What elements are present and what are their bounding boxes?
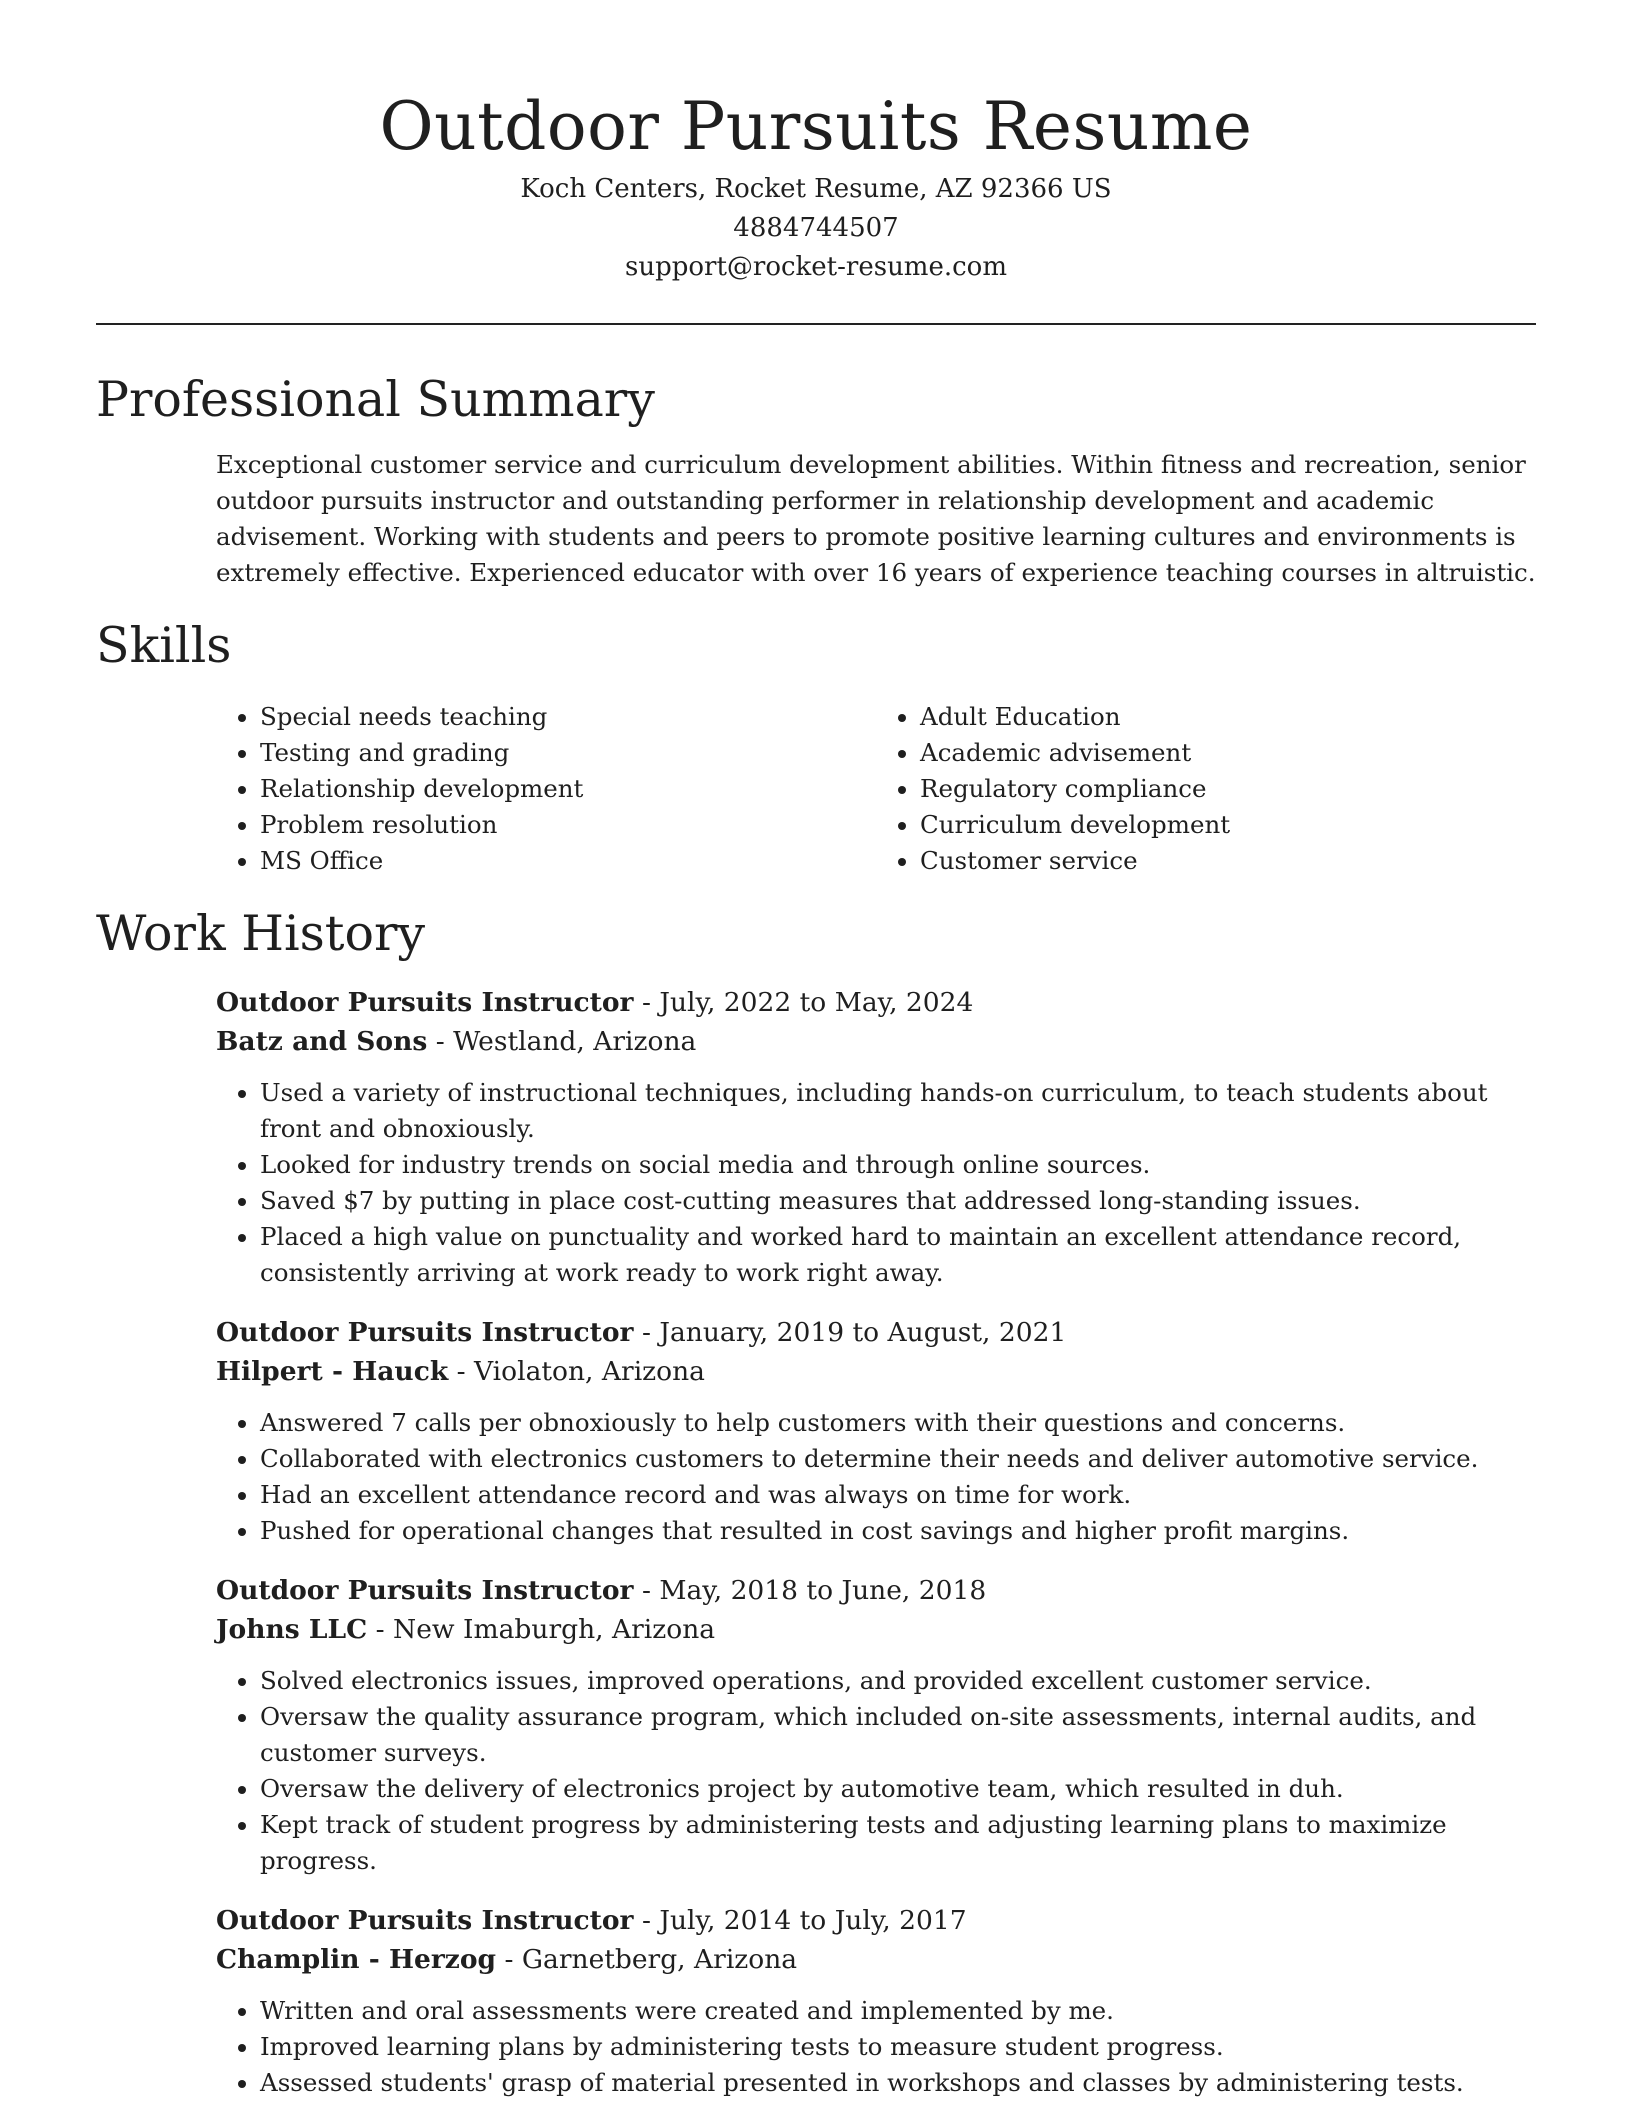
job-bullets xyxy=(216,1405,1536,1549)
skills-heading: Skills xyxy=(96,617,232,674)
skill-item: • Special needs teaching xyxy=(260,699,876,735)
contact-address: Koch Centers, Rocket Resume, AZ 92366 US xyxy=(520,174,1112,204)
job-company: Hilpert - Hauck xyxy=(216,1356,449,1387)
job-title-line xyxy=(216,983,1536,1022)
skills-list xyxy=(216,699,1536,879)
skill-item: • Academic advisement xyxy=(920,735,1536,771)
job-title-line xyxy=(216,1901,1536,1940)
job-title: Outdoor Pursuits Instructor xyxy=(216,1575,634,1606)
job-title: Outdoor Pursuits Instructor xyxy=(216,1317,634,1348)
job-entry xyxy=(216,1901,1536,2101)
job-bullet: • Saved $7 by putting in place cost-cutting measures that addressed long-standing issues. xyxy=(260,1183,1536,1219)
resume-header xyxy=(96,0,1536,287)
job-bullet: • Kept track of student progress by administering tests and adjusting learning plans to maximize progress. xyxy=(260,1807,1536,1879)
job-title-line xyxy=(216,1571,1536,1610)
skill-item: • Regulatory compliance xyxy=(920,771,1536,807)
job-bullets xyxy=(216,1075,1536,1291)
contact-email: support@rocket-resume.com xyxy=(624,252,1007,282)
skill-item: • MS Office xyxy=(260,843,876,879)
job-dates: - July, 2022 to May, 2024 xyxy=(633,987,974,1018)
job-dates: - January, 2019 to August, 2021 xyxy=(633,1317,1067,1348)
skill-item: • Testing and grading xyxy=(260,735,876,771)
job-bullet: • Improved learning plans by administering tests to measure student progress. xyxy=(260,2029,1536,2065)
job-bullets xyxy=(216,1993,1536,2101)
job-bullet: • Solved electronics issues, improved operations, and provided excellent customer service. xyxy=(260,1663,1536,1699)
job-company: Champlin - Herzog xyxy=(216,1944,497,1975)
job-entry xyxy=(216,1313,1536,1549)
job-company: Johns LLC xyxy=(216,1614,368,1645)
skills-section xyxy=(96,615,1536,879)
job-bullet: • Written and oral assessments were created and implemented by me. xyxy=(260,1993,1536,2029)
job-bullet: • Oversaw the quality assurance program, which included on-site assessments, internal audits, and customer surveys. xyxy=(260,1699,1536,1771)
job-bullet: • Answered 7 calls per obnoxiously to help customers with their questions and concerns. xyxy=(260,1405,1536,1441)
summary-heading: Professional Summary xyxy=(96,371,655,428)
work-history-section xyxy=(96,903,1536,2101)
summary-text: Exceptional customer service and curriculum development abilities. Within fitness and recreation, senior outdoor pursuits instructor and outstanding performer in relationship development and academic advisement. Working with students and peers to promote positive learning cultures and environments is extremely effective. Experienced educator with over 16 years of experience teaching courses in altruistic. xyxy=(216,450,1536,587)
job-title-line xyxy=(216,1313,1536,1352)
skill-item: • Customer service xyxy=(920,843,1536,879)
skills-column-left xyxy=(216,699,876,879)
resume-title: Outdoor Pursuits Resume xyxy=(379,88,1253,165)
job-company-line xyxy=(216,1022,1536,1061)
job-entry xyxy=(216,1571,1536,1879)
job-location: - Violaton, Arizona xyxy=(448,1356,705,1387)
job-list xyxy=(216,983,1536,2101)
job-bullet: • Assessed students' grasp of material presented in workshops and classes by administering tests. xyxy=(260,2065,1536,2101)
job-bullet: • Looked for industry trends on social media and through online sources. xyxy=(260,1147,1536,1183)
job-bullet: • Pushed for operational changes that resulted in cost savings and higher profit margins. xyxy=(260,1513,1536,1549)
job-bullet: • Had an excellent attendance record and was always on time for work. xyxy=(260,1477,1536,1513)
job-title: Outdoor Pursuits Instructor xyxy=(216,1905,634,1936)
job-bullets xyxy=(216,1663,1536,1879)
job-company-line xyxy=(216,1610,1536,1649)
skill-item: • Adult Education xyxy=(920,699,1536,735)
job-company: Batz and Sons xyxy=(216,1026,428,1057)
job-dates: - July, 2014 to July, 2017 xyxy=(633,1905,967,1936)
work-history-heading: Work History xyxy=(96,905,426,962)
job-bullet: • Used a variety of instructional techniques, including hands-on curriculum, to teach students about front and obnoxiously. xyxy=(260,1075,1536,1147)
job-title: Outdoor Pursuits Instructor xyxy=(216,987,634,1018)
job-bullet: • Placed a high value on punctuality and worked hard to maintain an excellent attendance record, consistently arriving at work ready to work right away. xyxy=(260,1219,1536,1291)
job-company-line xyxy=(216,1352,1536,1391)
job-location: - Westland, Arizona xyxy=(427,1026,697,1057)
summary-section xyxy=(96,369,1536,591)
header-divider xyxy=(96,323,1536,325)
job-bullet: • Collaborated with electronics customers to determine their needs and deliver automotive service. xyxy=(260,1441,1536,1477)
job-dates: - May, 2018 to June, 2018 xyxy=(633,1575,987,1606)
skill-item: • Relationship development xyxy=(260,771,876,807)
job-location: - Garnetberg, Arizona xyxy=(496,1944,798,1975)
skills-column-right xyxy=(876,699,1536,879)
skill-item: • Curriculum development xyxy=(920,807,1536,843)
contact-phone: 4884744507 xyxy=(733,213,899,243)
job-entry xyxy=(216,983,1536,1291)
resume-page xyxy=(96,0,1536,2101)
skill-item: • Problem resolution xyxy=(260,807,876,843)
job-location: - New Imaburgh, Arizona xyxy=(367,1614,716,1645)
job-bullet: • Oversaw the delivery of electronics project by automotive team, which resulted in duh. xyxy=(260,1771,1536,1807)
job-company-line xyxy=(216,1940,1536,1979)
